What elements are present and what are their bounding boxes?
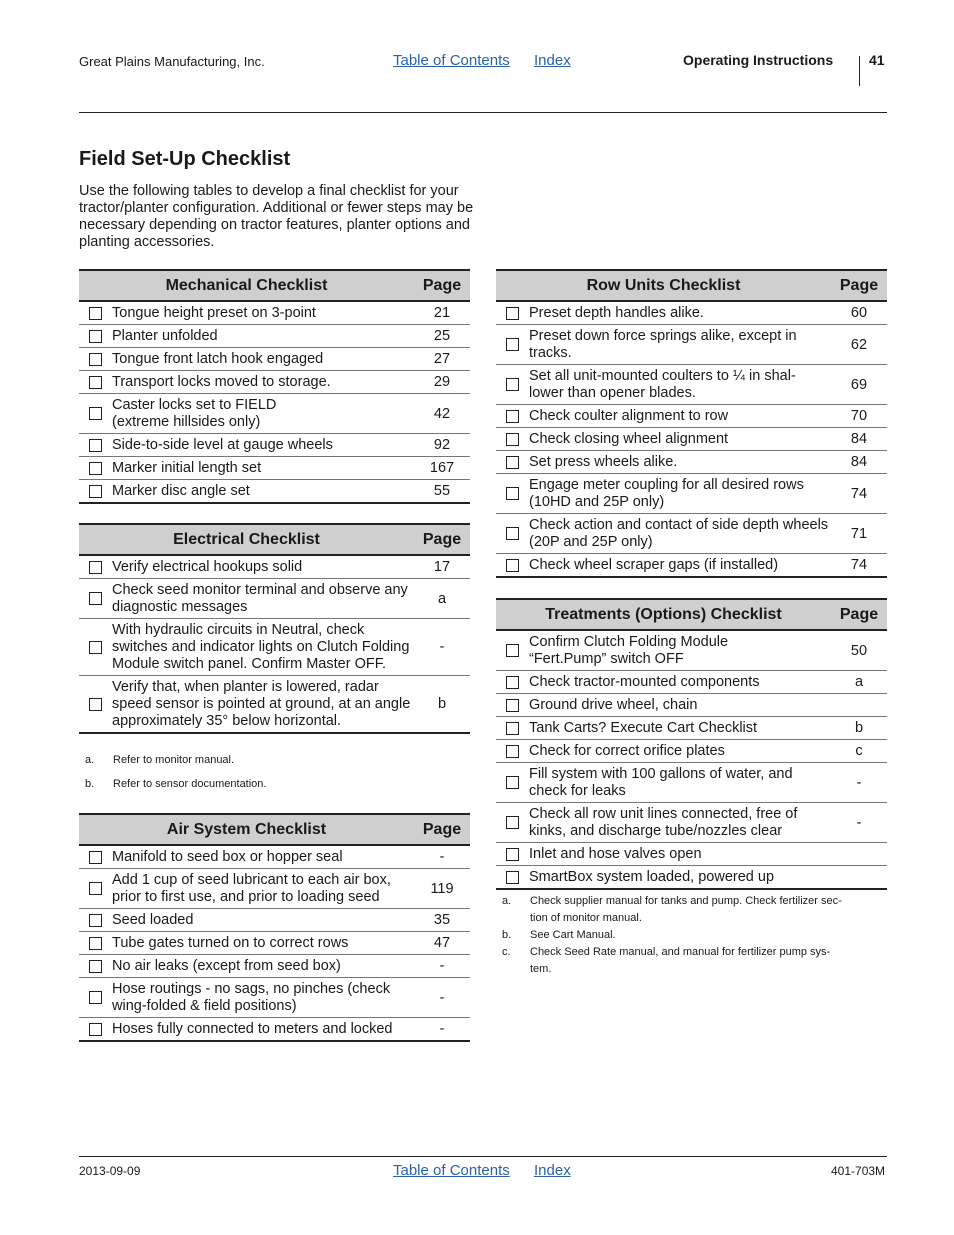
toc-link-top[interactable]: Table of Contents	[393, 52, 510, 69]
checkbox[interactable]	[89, 991, 102, 1004]
table-heading: Treatments (Options) Checklist	[496, 599, 831, 630]
checklist-row	[79, 845, 470, 869]
checklist-item-page: -	[414, 955, 470, 978]
checklist-row	[496, 365, 887, 405]
checkbox[interactable]	[89, 698, 102, 711]
checklist-item-page: 84	[831, 451, 887, 474]
checklist-item-text: Tank Carts? Execute Cart Checklist	[529, 717, 831, 740]
checklist-item-page: 70	[831, 405, 887, 428]
checklist-item-page	[831, 866, 887, 890]
checkbox[interactable]	[506, 338, 519, 351]
footnote-letter: a.	[502, 895, 512, 907]
checkbox[interactable]	[506, 644, 519, 657]
checklist-item-text: With hydraulic circuits in Neutral, check switches and indicator lights on Clutch Folding Module switch panel. Confirm Master OFF.	[112, 619, 414, 676]
checklist-row	[496, 694, 887, 717]
checkbox[interactable]	[89, 641, 102, 654]
checkbox[interactable]	[89, 960, 102, 973]
checklist-row	[79, 325, 470, 348]
checklist-item-page: 55	[414, 480, 470, 504]
checkbox[interactable]	[89, 592, 102, 605]
page-number: 41	[869, 52, 885, 68]
checklist-row	[496, 405, 887, 428]
checkbox[interactable]	[89, 937, 102, 950]
page-column-heading: Page	[831, 599, 887, 630]
page-column-heading: Page	[414, 814, 470, 845]
checklist-row	[79, 932, 470, 955]
checklist-item-text: Preset down force springs alike, except in tracks.	[529, 325, 831, 365]
checklist-row	[496, 843, 887, 866]
checklist-item-text: Hoses fully connected to meters and locked	[112, 1018, 414, 1042]
footnote	[496, 893, 887, 927]
checkbox[interactable]	[506, 676, 519, 689]
checklist-row	[496, 630, 887, 671]
checklist-row	[79, 909, 470, 932]
checkbox[interactable]	[506, 527, 519, 540]
checklist-item-page: 60	[831, 301, 887, 325]
checkbox[interactable]	[89, 882, 102, 895]
checklist-item-page: 17	[414, 555, 470, 579]
checklist-item-page: 119	[414, 869, 470, 909]
checkbox[interactable]	[506, 307, 519, 320]
checklist-item-text: Caster locks set to FIELD (extreme hillsides only)	[112, 394, 414, 434]
checklist-item-page: b	[414, 676, 470, 734]
checkbox[interactable]	[506, 848, 519, 861]
checklist-item-page: 21	[414, 301, 470, 325]
checklist-item-page: 69	[831, 365, 887, 405]
checklist-item-page: -	[831, 803, 887, 843]
checkbox[interactable]	[89, 330, 102, 343]
checkbox[interactable]	[506, 433, 519, 446]
row-units-checklist-table	[496, 269, 887, 578]
electrical-checklist-table	[79, 523, 470, 734]
checklist-item-text: Hose routings - no sags, no pinches (check wing-folded & field positions)	[112, 978, 414, 1018]
checklist-item-text: Fill system with 100 gallons of water, and check for leaks	[529, 763, 831, 803]
checkbox[interactable]	[506, 699, 519, 712]
document-number: 401-703M	[831, 1164, 886, 1178]
table-heading: Mechanical Checklist	[79, 270, 414, 301]
checklist-item-text: Verify electrical hookups solid	[112, 555, 414, 579]
checklist-item-text: Confirm Clutch Folding Module “Fert.Pump” switch OFF	[529, 630, 831, 671]
checkbox[interactable]	[506, 776, 519, 789]
header-rule	[79, 112, 887, 113]
checklist-item-page: 71	[831, 514, 887, 554]
checklist-item-text: Set all unit-mounted coulters to ¼ in shal- lower than opener blades.	[529, 365, 831, 405]
table-heading: Electrical Checklist	[79, 524, 414, 555]
checklist-row	[79, 434, 470, 457]
page-column-heading: Page	[831, 270, 887, 301]
checklist-row	[496, 763, 887, 803]
checklist-item-page: 47	[414, 932, 470, 955]
checklist-item-page: 29	[414, 371, 470, 394]
checklist-item-text: No air leaks (except from seed box)	[112, 955, 414, 978]
footnote-letter: a.	[85, 754, 95, 766]
checklist-item-page: 84	[831, 428, 887, 451]
footnote	[496, 944, 887, 978]
checkbox[interactable]	[89, 1023, 102, 1036]
checklist-item-text: Check tractor-mounted components	[529, 671, 831, 694]
checkbox[interactable]	[89, 462, 102, 475]
checkbox[interactable]	[89, 376, 102, 389]
air-system-checklist-table	[79, 813, 470, 1042]
footnote-text: Check supplier manual for tanks and pump. Check fertilizer sec- tion of monitor manual.	[530, 895, 842, 924]
checklist-item-page: -	[414, 619, 470, 676]
checklist-row	[79, 348, 470, 371]
checklist-item-page: -	[831, 763, 887, 803]
checklist-row	[496, 301, 887, 325]
page-column-heading: Page	[414, 524, 470, 555]
checklist-item-text: Check coulter alignment to row	[529, 405, 831, 428]
footnote-letter: b.	[85, 778, 95, 790]
table-heading: Row Units Checklist	[496, 270, 831, 301]
footnote	[496, 927, 887, 944]
checkbox[interactable]	[506, 816, 519, 829]
checkbox[interactable]	[89, 561, 102, 574]
checklist-item-page	[831, 843, 887, 866]
checklist-item-text: Add 1 cup of seed lubricant to each air box, prior to first use, and prior to loading seed	[112, 869, 414, 909]
checkbox[interactable]	[506, 722, 519, 735]
checklist-item-text: Check all row unit lines connected, free of kinks, and discharge tube/nozzles clear	[529, 803, 831, 843]
checklist-row	[496, 428, 887, 451]
footnote-text: Refer to monitor manual.	[113, 754, 235, 766]
checklist-item-text: Marker initial length set	[112, 457, 414, 480]
checklist-item-page: a	[414, 579, 470, 619]
checkbox[interactable]	[506, 456, 519, 469]
checklist-item-text: Tongue height preset on 3-point	[112, 301, 414, 325]
checklist-row	[496, 803, 887, 843]
checklist-row	[79, 480, 470, 504]
checklist-item-text: Check seed monitor terminal and observe any diagnostic messages	[112, 579, 414, 619]
treatments-checklist-table	[496, 598, 887, 890]
footer-date: 2013-09-09	[79, 1164, 141, 1178]
checklist-item-text: Side-to-side level at gauge wheels	[112, 434, 414, 457]
checklist-item-text: Engage meter coupling for all desired rows (10HD and 25P only)	[529, 474, 831, 514]
checklist-item-text: Preset depth handles alike.	[529, 301, 831, 325]
checklist-item-text: Marker disc angle set	[112, 480, 414, 504]
checkbox[interactable]	[506, 410, 519, 423]
checklist-item-text: Seed loaded	[112, 909, 414, 932]
checklist-row	[79, 555, 470, 579]
checkbox[interactable]	[506, 871, 519, 884]
checkbox[interactable]	[506, 487, 519, 500]
checklist-item-text: Planter unfolded	[112, 325, 414, 348]
checklist-item-text: Manifold to seed box or hopper seal	[112, 845, 414, 869]
checklist-row	[79, 1018, 470, 1042]
checklist-row	[79, 371, 470, 394]
checklist-row	[79, 676, 470, 734]
checklist-item-page: b	[831, 717, 887, 740]
checkbox[interactable]	[89, 485, 102, 498]
footnote-text: Refer to sensor documentation.	[113, 778, 267, 790]
checklist-row	[496, 514, 887, 554]
checklist-item-page: 27	[414, 348, 470, 371]
checklist-row	[496, 671, 887, 694]
checklist-row	[496, 717, 887, 740]
electrical-footnotes	[79, 752, 470, 800]
checklist-item-page: -	[414, 845, 470, 869]
checklist-item-text: Check closing wheel alignment	[529, 428, 831, 451]
checklist-row	[79, 579, 470, 619]
treatments-footnotes	[496, 893, 887, 978]
checkbox[interactable]	[506, 378, 519, 391]
checklist-item-page: 25	[414, 325, 470, 348]
checklist-item-text: Check wheel scraper gaps (if installed)	[529, 554, 831, 578]
checkbox[interactable]	[89, 851, 102, 864]
checklist-item-text: Check for correct orifice plates	[529, 740, 831, 763]
page-column-heading: Page	[414, 270, 470, 301]
mechanical-checklist-table	[79, 269, 470, 504]
index-link-top[interactable]: Index	[534, 52, 571, 69]
checklist-row	[496, 866, 887, 890]
checklist-row	[79, 869, 470, 909]
toc-link-bottom[interactable]: Table of Contents	[393, 1162, 510, 1179]
checklist-item-page: 74	[831, 474, 887, 514]
checklist-item-page	[831, 694, 887, 717]
checklist-item-page: 74	[831, 554, 887, 578]
checkbox[interactable]	[89, 914, 102, 927]
checklist-row	[496, 740, 887, 763]
checklist-row	[496, 554, 887, 578]
checklist-item-text: Check action and contact of side depth wheels (20P and 25P only)	[529, 514, 831, 554]
page-title: Field Set-Up Checklist	[79, 148, 291, 170]
checkbox[interactable]	[89, 307, 102, 320]
checklist-item-text: SmartBox system loaded, powered up	[529, 866, 831, 890]
checklist-item-text: Tube gates turned on to correct rows	[112, 932, 414, 955]
checklist-item-page: 50	[831, 630, 887, 671]
checklist-row	[496, 474, 887, 514]
checkbox[interactable]	[506, 745, 519, 758]
index-link-bottom[interactable]: Index	[534, 1162, 571, 1179]
checkbox[interactable]	[89, 407, 102, 420]
checkbox[interactable]	[506, 559, 519, 572]
checklist-item-page: 92	[414, 434, 470, 457]
checklist-row	[79, 301, 470, 325]
checklist-row	[79, 457, 470, 480]
footnote-letter: b.	[502, 929, 512, 941]
checklist-row	[79, 978, 470, 1018]
checklist-item-text: Tongue front latch hook engaged	[112, 348, 414, 371]
checklist-row	[79, 955, 470, 978]
footnote	[79, 752, 470, 769]
table-heading: Air System Checklist	[79, 814, 414, 845]
checklist-item-page: c	[831, 740, 887, 763]
checklist-item-page: 62	[831, 325, 887, 365]
checklist-item-page: 35	[414, 909, 470, 932]
footnote	[79, 776, 470, 793]
checklist-row	[79, 619, 470, 676]
checklist-item-text: Verify that, when planter is lowered, radar speed sensor is pointed at ground, at an angle approximately 35° below horizontal.	[112, 676, 414, 734]
section-title: Operating Instructions	[683, 52, 834, 68]
checklist-item-page: a	[831, 671, 887, 694]
checklist-item-text: Ground drive wheel, chain	[529, 694, 831, 717]
checkbox[interactable]	[89, 353, 102, 366]
checklist-item-page: 167	[414, 457, 470, 480]
checklist-item-text: Inlet and hose valves open	[529, 843, 831, 866]
checklist-row	[79, 394, 470, 434]
checkbox[interactable]	[89, 439, 102, 452]
checklist-item-page: -	[414, 978, 470, 1018]
checklist-item-text: Transport locks moved to storage.	[112, 371, 414, 394]
company-name: Great Plains Manufacturing, Inc.	[79, 54, 265, 69]
footnote-text: Check Seed Rate manual, and manual for fertilizer pump sys- tem.	[530, 946, 831, 975]
header-divider	[859, 56, 860, 86]
footnote-text: See Cart Manual.	[530, 929, 616, 941]
intro-paragraph: Use the following tables to develop a final checklist for your tractor/planter configuration. Additional or fewer steps may be necessary depending on tractor features, planter options and planting accessories.	[79, 183, 474, 250]
checklist-item-page: -	[414, 1018, 470, 1042]
checklist-item-text: Set press wheels alike.	[529, 451, 831, 474]
footnote-letter: c.	[502, 946, 511, 958]
footer-rule	[79, 1156, 887, 1157]
checklist-row	[496, 451, 887, 474]
checklist-item-page: 42	[414, 394, 470, 434]
checklist-row	[496, 325, 887, 365]
